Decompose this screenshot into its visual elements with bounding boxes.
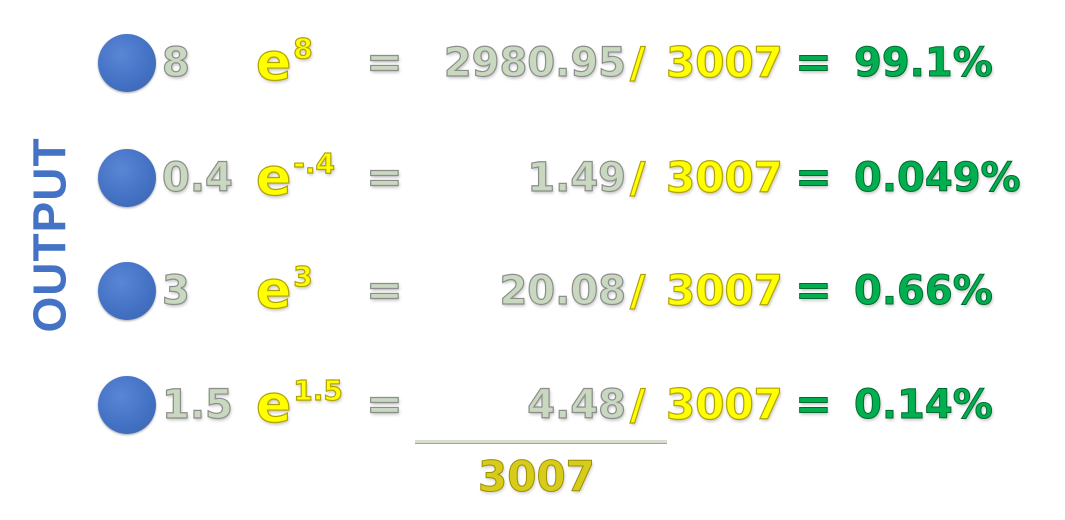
probability-percent: 0.049% xyxy=(854,155,1021,201)
sum-total: 3007 xyxy=(478,452,595,501)
softmax-row xyxy=(0,370,1065,450)
denominator: 3007 xyxy=(666,380,783,429)
exponential-term xyxy=(256,28,313,106)
exponential-term xyxy=(256,143,335,221)
equals-sign: = xyxy=(366,37,403,88)
exp-power: 3 xyxy=(293,260,313,293)
output-node-circle xyxy=(98,34,156,92)
denominator: 3007 xyxy=(666,153,783,202)
exponential-term xyxy=(256,256,313,334)
exp-power: -.4 xyxy=(293,147,336,180)
exp-base: e xyxy=(256,261,292,321)
equals-sign-2: = xyxy=(795,152,832,203)
softmax-row xyxy=(0,256,1065,336)
exponential-term xyxy=(256,370,343,448)
exp-base: e xyxy=(256,148,292,208)
probability-percent: 99.1% xyxy=(854,40,993,86)
equals-sign: = xyxy=(366,152,403,203)
denominator: 3007 xyxy=(666,266,783,315)
division-slash: / xyxy=(630,380,646,429)
exp-result: 1.49 xyxy=(527,155,626,201)
exp-power: 1.5 xyxy=(293,374,343,407)
division-slash: / xyxy=(630,153,646,202)
input-value: 1.5 xyxy=(162,382,233,428)
output-node-circle xyxy=(98,149,156,207)
equals-sign-2: = xyxy=(795,37,832,88)
output-label: OUTPUT xyxy=(24,137,77,333)
division-slash: / xyxy=(630,266,646,315)
exp-base: e xyxy=(256,375,292,435)
exp-base: e xyxy=(256,33,292,93)
input-value: 3 xyxy=(162,268,190,314)
sum-underline xyxy=(415,440,667,444)
softmax-row xyxy=(0,143,1065,223)
exp-result: 4.48 xyxy=(527,382,626,428)
exp-result: 20.08 xyxy=(499,268,626,314)
softmax-row xyxy=(0,28,1065,108)
division-slash: / xyxy=(630,38,646,87)
output-node-circle xyxy=(98,376,156,434)
exp-result: 2980.95 xyxy=(443,40,626,86)
probability-percent: 0.66% xyxy=(854,268,993,314)
probability-percent: 0.14% xyxy=(854,382,993,428)
equals-sign: = xyxy=(366,379,403,430)
input-value: 8 xyxy=(162,40,190,86)
equals-sign: = xyxy=(366,265,403,316)
equals-sign-2: = xyxy=(795,379,832,430)
output-node-circle xyxy=(98,262,156,320)
denominator: 3007 xyxy=(666,38,783,87)
exp-power: 8 xyxy=(293,32,313,65)
input-value: 0.4 xyxy=(162,155,233,201)
equals-sign-2: = xyxy=(795,265,832,316)
